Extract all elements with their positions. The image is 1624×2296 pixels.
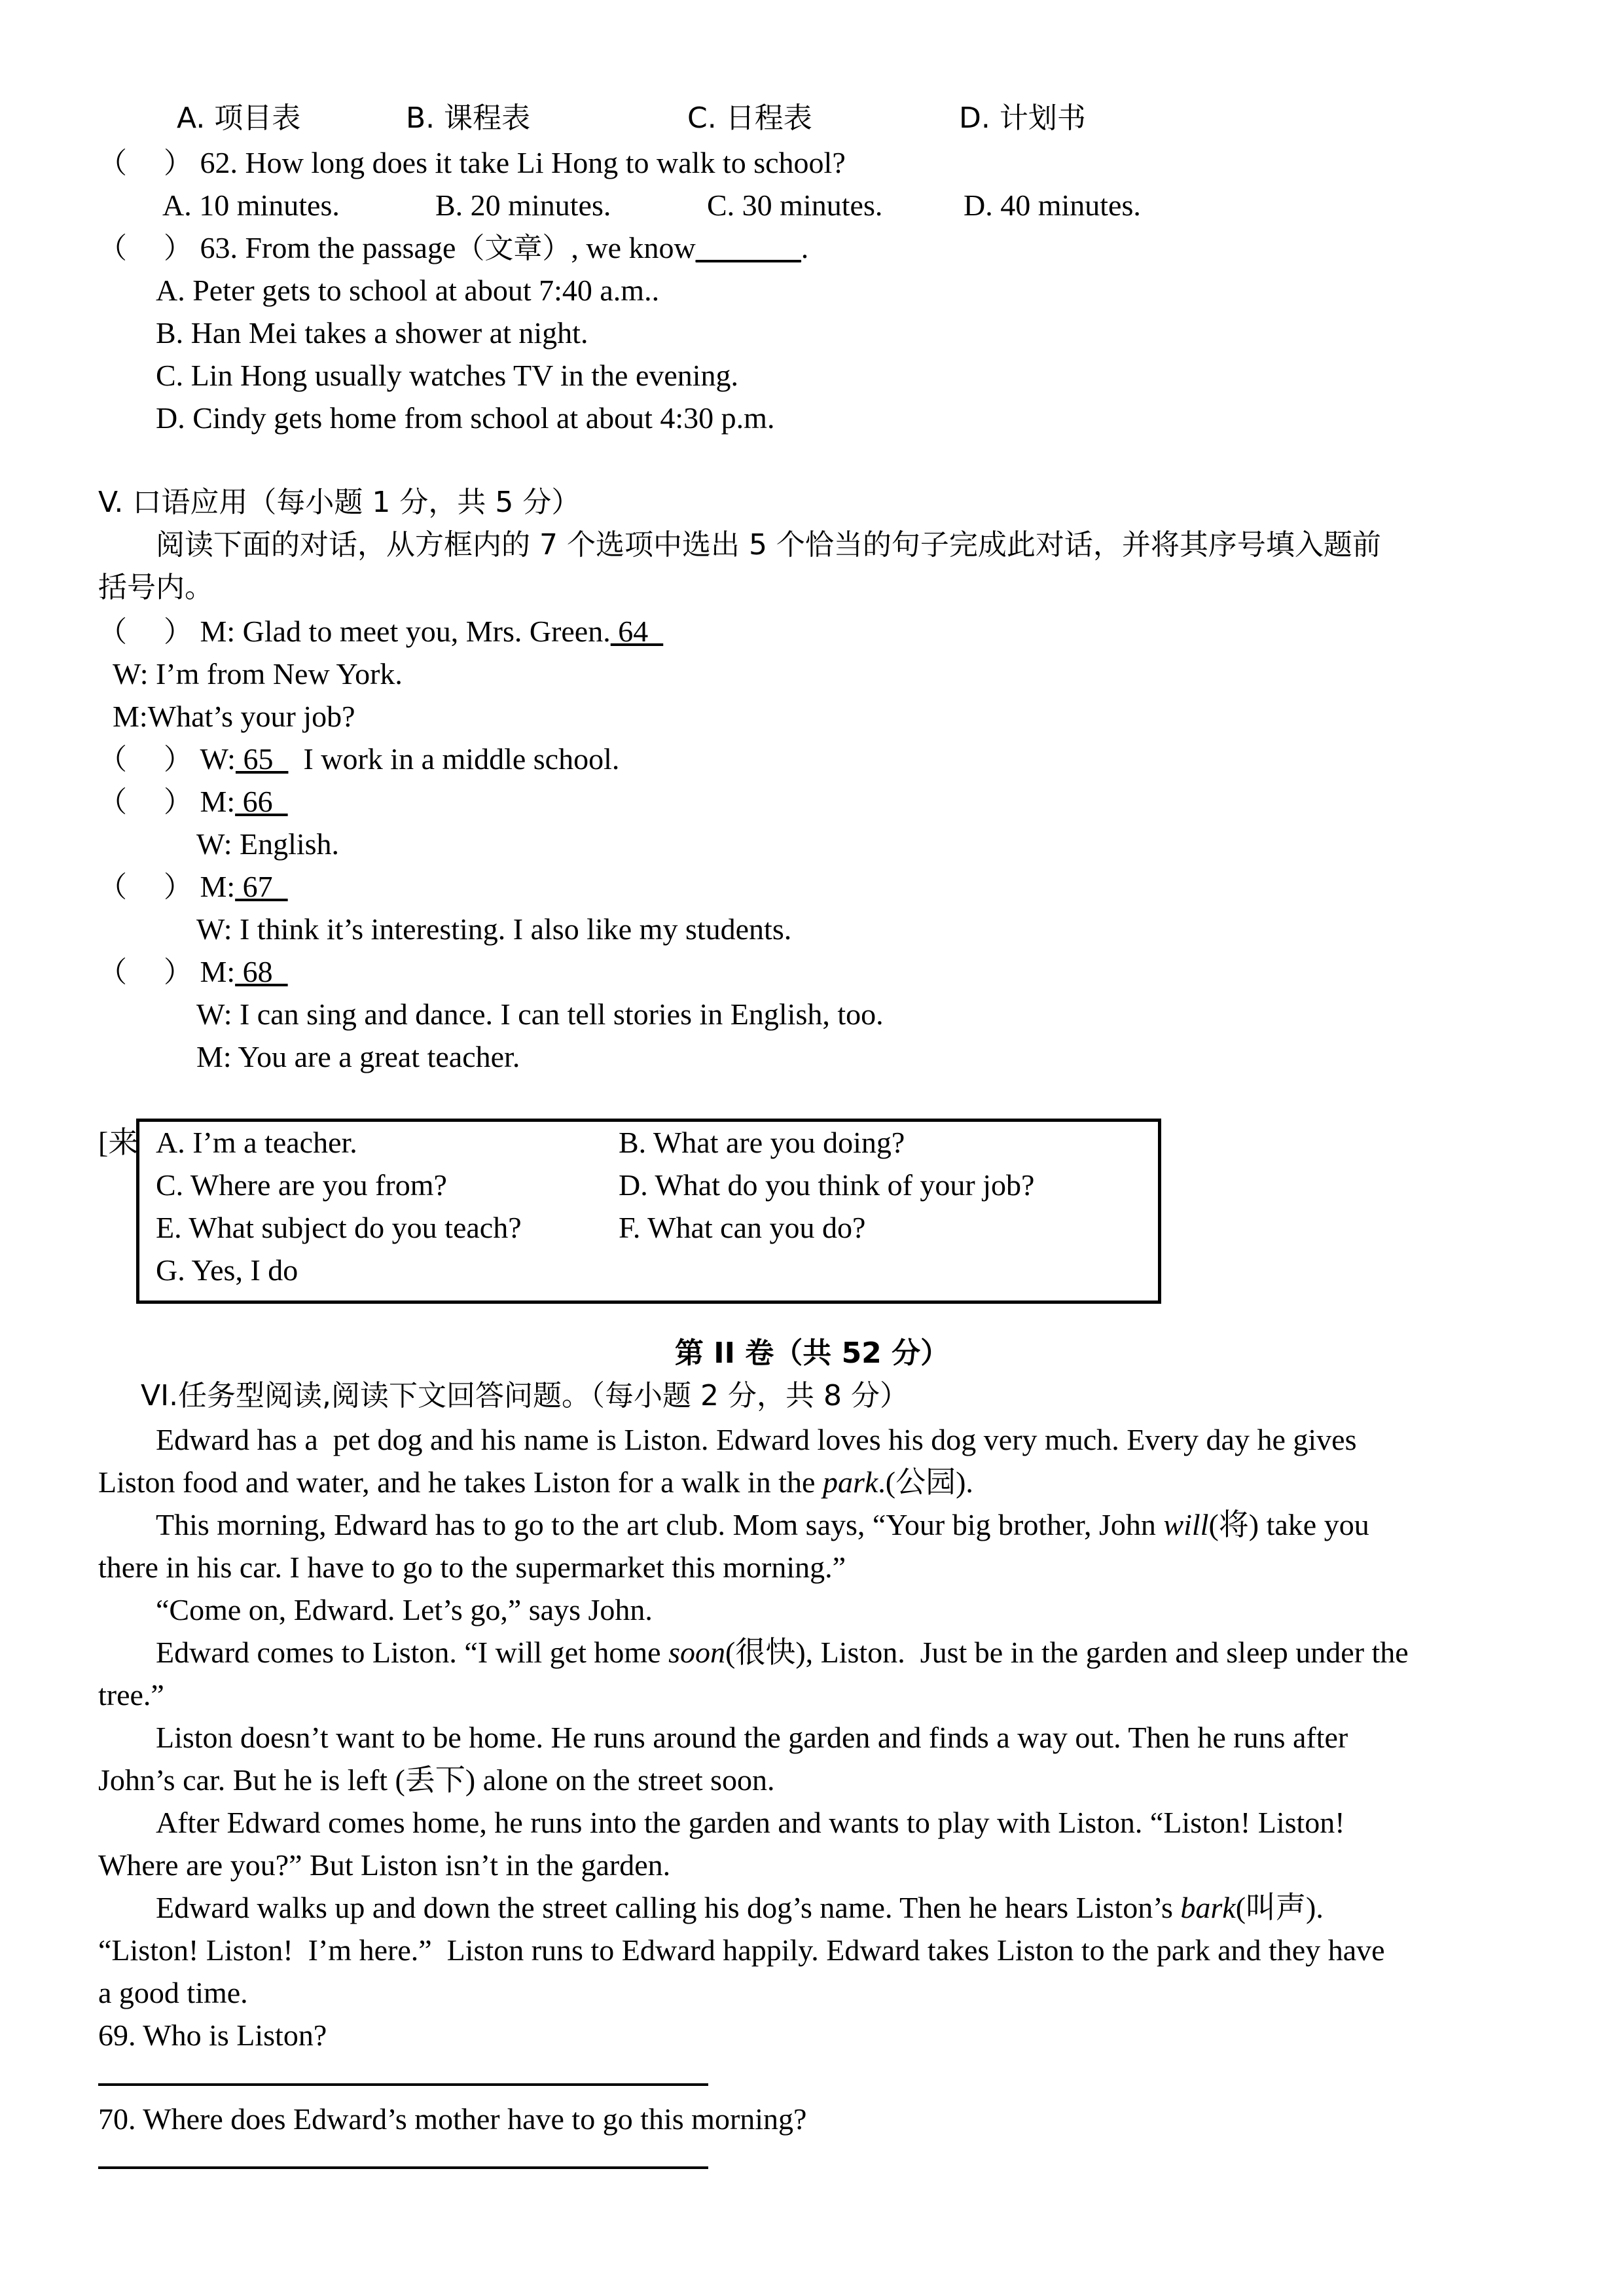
q63 [98,230,808,266]
dialogue-line: W: I think it’s interesting. I also like my students. [196,912,792,946]
passage-p3: “Come on, Edward. Let’s go,” says John. [156,1593,653,1626]
dialogue-line: W: English. [196,827,340,861]
question-69: 69. Who is Liston? [98,2018,327,2052]
q62-option-d: D. 40 minutes. [964,188,1141,222]
dialogue-line: W: I can sing and dance. I can tell stories in English, too. [196,997,884,1031]
q63-stem-end: . [801,231,809,264]
passage-p6-line2: Where are you?” But Liston isn’t in the garden. [98,1848,671,1882]
passage-p6-line1: After Edward comes home, he runs into the garden and wants to play with Liston. “Liston! Liston! [156,1806,1345,1839]
answer-bracket: （ ） [98,870,192,904]
box-option-e: E. What subject do you teach? [156,1211,522,1244]
q63-stem-cn: （文章） [456,232,571,265]
blank-66: 66 [235,785,288,818]
answer-line-69[interactable] [98,2083,708,2086]
q61-option-b: B. 课程表 [406,101,531,135]
dialogue-line-68 [98,954,288,990]
answer-bracket: （ ） [98,147,192,180]
passage-p2-line1: This morning, Edward has to go to the art club. Mom says, “Your big brother, John will(将) take you [156,1508,1369,1541]
box-option-g: G. Yes, I do [156,1253,298,1287]
dialogue-line: M:What’s your job? [113,700,355,733]
q62-option-a: A. 10 minutes. [162,188,340,222]
blank-64: 64 [610,615,664,648]
q61-option-c: C. 日程表 [687,101,812,135]
box-option-f: F. What can you do? [619,1211,866,1244]
answer-line-70[interactable] [98,2166,708,2169]
answer-bracket: （ ） [98,232,192,265]
q63-option-c: C. Lin Hong usually watches TV in the evening. [156,359,739,392]
passage-p1-line2: Liston food and water, and he takes Liston for a walk in the park.(公园). [98,1465,973,1499]
passage-p7-line3: a good time. [98,1976,248,2009]
q62-option-b: B. 20 minutes. [435,188,611,222]
passage-p4-line2: tree.” [98,1678,164,1712]
question-70: 70. Where does Edward’s mother have to go this morning? [98,2102,807,2136]
q63-stem-a: 63. From the passage [200,231,456,264]
blank-65: 65 [235,742,289,776]
answer-bracket: （ ） [98,615,192,649]
q62 [98,145,846,181]
q62-stem: 62. How long does it take Li Hong to walk to school? [200,146,846,179]
blank-68: 68 [235,955,288,988]
q62-option-c: C. 30 minutes. [707,188,883,222]
passage-p1-line1: Edward has a pet dog and his name is Liston. Edward loves his dog very much. Every day he gives [156,1423,1357,1456]
section-vi-heading: VI.任务型阅读,阅读下文回答问题。（每小题 2 分，共 8 分） [141,1379,909,1412]
section-v-heading: V. 口语应用（每小题 1 分，共 5 分） [98,486,581,519]
blank-67: 67 [235,870,288,903]
section-v-instruction-line2: 括号内。 [98,571,213,604]
passage-p2-line2: there in his car. I have to go to the supermarket this morning.” [98,1551,846,1584]
dialogue-text: I work in a middle school. [288,742,620,776]
speaker: M: [200,955,236,988]
box-option-d: D. What do you think of your job? [619,1168,1035,1202]
passage-p5-line1: Liston doesn’t want to be home. He runs around the garden and finds a way out. Then he runs after [156,1721,1348,1754]
box-option-b: B. What are you doing? [619,1126,905,1159]
speaker: W: [200,742,236,776]
answer-bracket: （ ） [98,785,192,819]
dialogue-line-64 [98,613,663,650]
q63-blank: _______ [695,231,801,264]
passage-p7-line2: “Liston! Liston! I’m here.” Liston runs to Edward happily. Edward takes Liston to the park and they have [98,1933,1385,1967]
q63-option-d: D. Cindy gets home from school at about 4:30 p.m. [156,401,775,435]
dialogue-text: M: Glad to meet you, Mrs. Green. [200,615,611,648]
box-fragment: [来 [98,1126,139,1159]
passage-p7-line1: Edward walks up and down the street calling his dog’s name. Then he hears Liston’s bark(叫声). [156,1891,1324,1924]
q63-stem-b: , we know [571,231,696,264]
passage-p5-line2: John’s car. But he is left (丢下) alone on the street soon. [98,1763,775,1797]
answer-bracket: （ ） [98,956,192,989]
dialogue-line-65 [98,741,619,778]
speaker: M: [200,785,236,818]
q63-option-b: B. Han Mei takes a shower at night. [156,316,588,350]
section-v-instruction-line1: 阅读下面的对话，从方框内的 7 个选项中选出 5 个恰当的句子完成此对话，并将其序号填入题前 [156,528,1381,562]
answer-bracket: （ ） [98,743,192,776]
box-option-a: A. I’m a teacher. [156,1126,357,1159]
part-ii-title: 第 II 卷（共 52 分） [674,1336,950,1370]
dialogue-line: W: I’m from New York. [113,657,403,691]
dialogue-line-66 [98,783,288,820]
dialogue-line-67 [98,869,288,905]
q61-option-d: D. 计划书 [959,101,1086,135]
q61-option-a: A. 项目表 [177,101,301,135]
box-option-c: C. Where are you from? [156,1168,447,1202]
speaker: M: [200,870,236,903]
dialogue-line: M: You are a great teacher. [196,1040,520,1073]
q63-option-a: A. Peter gets to school at about 7:40 a.m.. [156,274,660,307]
passage-p4-line1: Edward comes to Liston. “I will get home soon(很快), Liston. Just be in the garden and sleep under the [156,1636,1409,1669]
